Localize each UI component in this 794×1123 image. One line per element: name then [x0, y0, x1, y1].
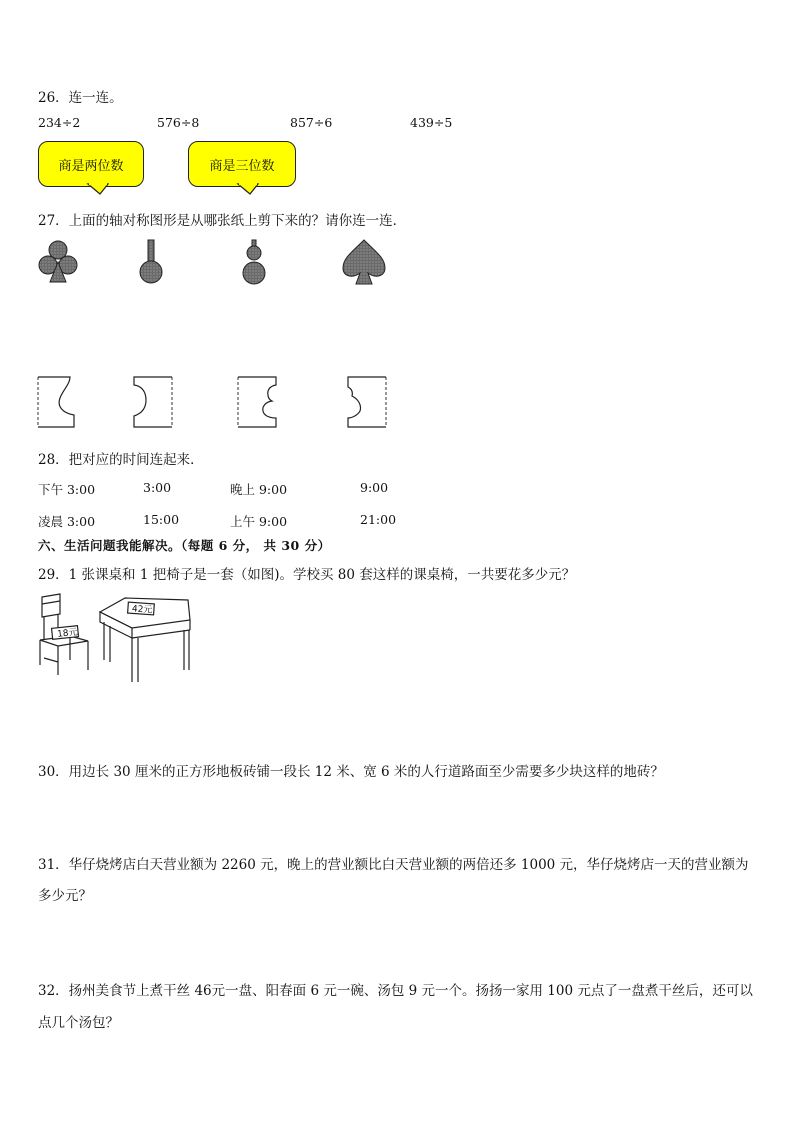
- paper-cut-2-icon: [134, 377, 172, 427]
- expression-2: 576÷8: [157, 115, 200, 130]
- time-cell: 下午 3:00: [38, 482, 96, 497]
- time-cell: 9:00: [360, 480, 389, 495]
- expression-1: 234÷2: [38, 115, 81, 130]
- time-cell: 晚上 9:00: [230, 482, 288, 497]
- time-cell: 凌晨 3:00: [38, 514, 96, 529]
- q32-line-2: 点几个汤包？: [38, 1015, 119, 1031]
- paper-cut-3-icon: [238, 377, 276, 427]
- time-cell: 上午 9:00: [230, 514, 288, 529]
- paper-cut-4-icon: [348, 377, 386, 427]
- bubble-label: 商是两位数: [58, 158, 124, 174]
- expression-4: 439÷5: [410, 115, 453, 130]
- q28-title: 28．把对应的时间连起来．: [38, 452, 204, 468]
- q31-line-2: 多少元？: [38, 888, 92, 904]
- chair-price-tag: 18元: [56, 627, 79, 640]
- gourd-icon: [243, 240, 265, 284]
- bubble-label: 商是三位数: [209, 158, 275, 174]
- q26-title: 26．连一连。: [38, 90, 123, 106]
- bottle-icon: [140, 240, 162, 283]
- time-cell: 3:00: [143, 480, 172, 495]
- desk-price-tag: 42元: [131, 604, 153, 616]
- time-cell: 21:00: [360, 512, 397, 527]
- q27-title: 27．上面的轴对称图形是从哪张纸上剪下来的？请你连一连．: [38, 213, 407, 229]
- section-six-heading: 六、生活问题我能解决。（每题 6 分， 共 30 分）: [38, 538, 331, 553]
- q31-line-1: 31．华仔烧烤店白天营业额为 2260 元，晚上的营业额比白天营业额的两倍还多 1000 元，华仔烧烤店一天的营业额为: [38, 857, 749, 873]
- paper-cut-1-icon: [38, 377, 74, 427]
- spade-icon: [343, 240, 385, 284]
- q32-line-1: 32．扬州美食节上煮干丝 46元一盘、阳春面 6 元一碗、汤包 9 元一个。扬扬一家用 100 元点了一盘煮干丝后，还可以: [38, 983, 753, 999]
- q29-text: 29．1 张课桌和 1 把椅子是一套（如图)。学校买 80 套这样的课桌椅，一共要花多少元？: [38, 567, 576, 583]
- club-icon: [39, 241, 77, 282]
- q30-text: 30．用边长 30 厘米的正方形地板砖铺一段长 12 米、宽 6 米的人行道路面至少需要多少块这样的地砖？: [38, 764, 664, 780]
- time-cell: 15:00: [143, 512, 180, 527]
- expression-3: 857÷6: [290, 115, 333, 130]
